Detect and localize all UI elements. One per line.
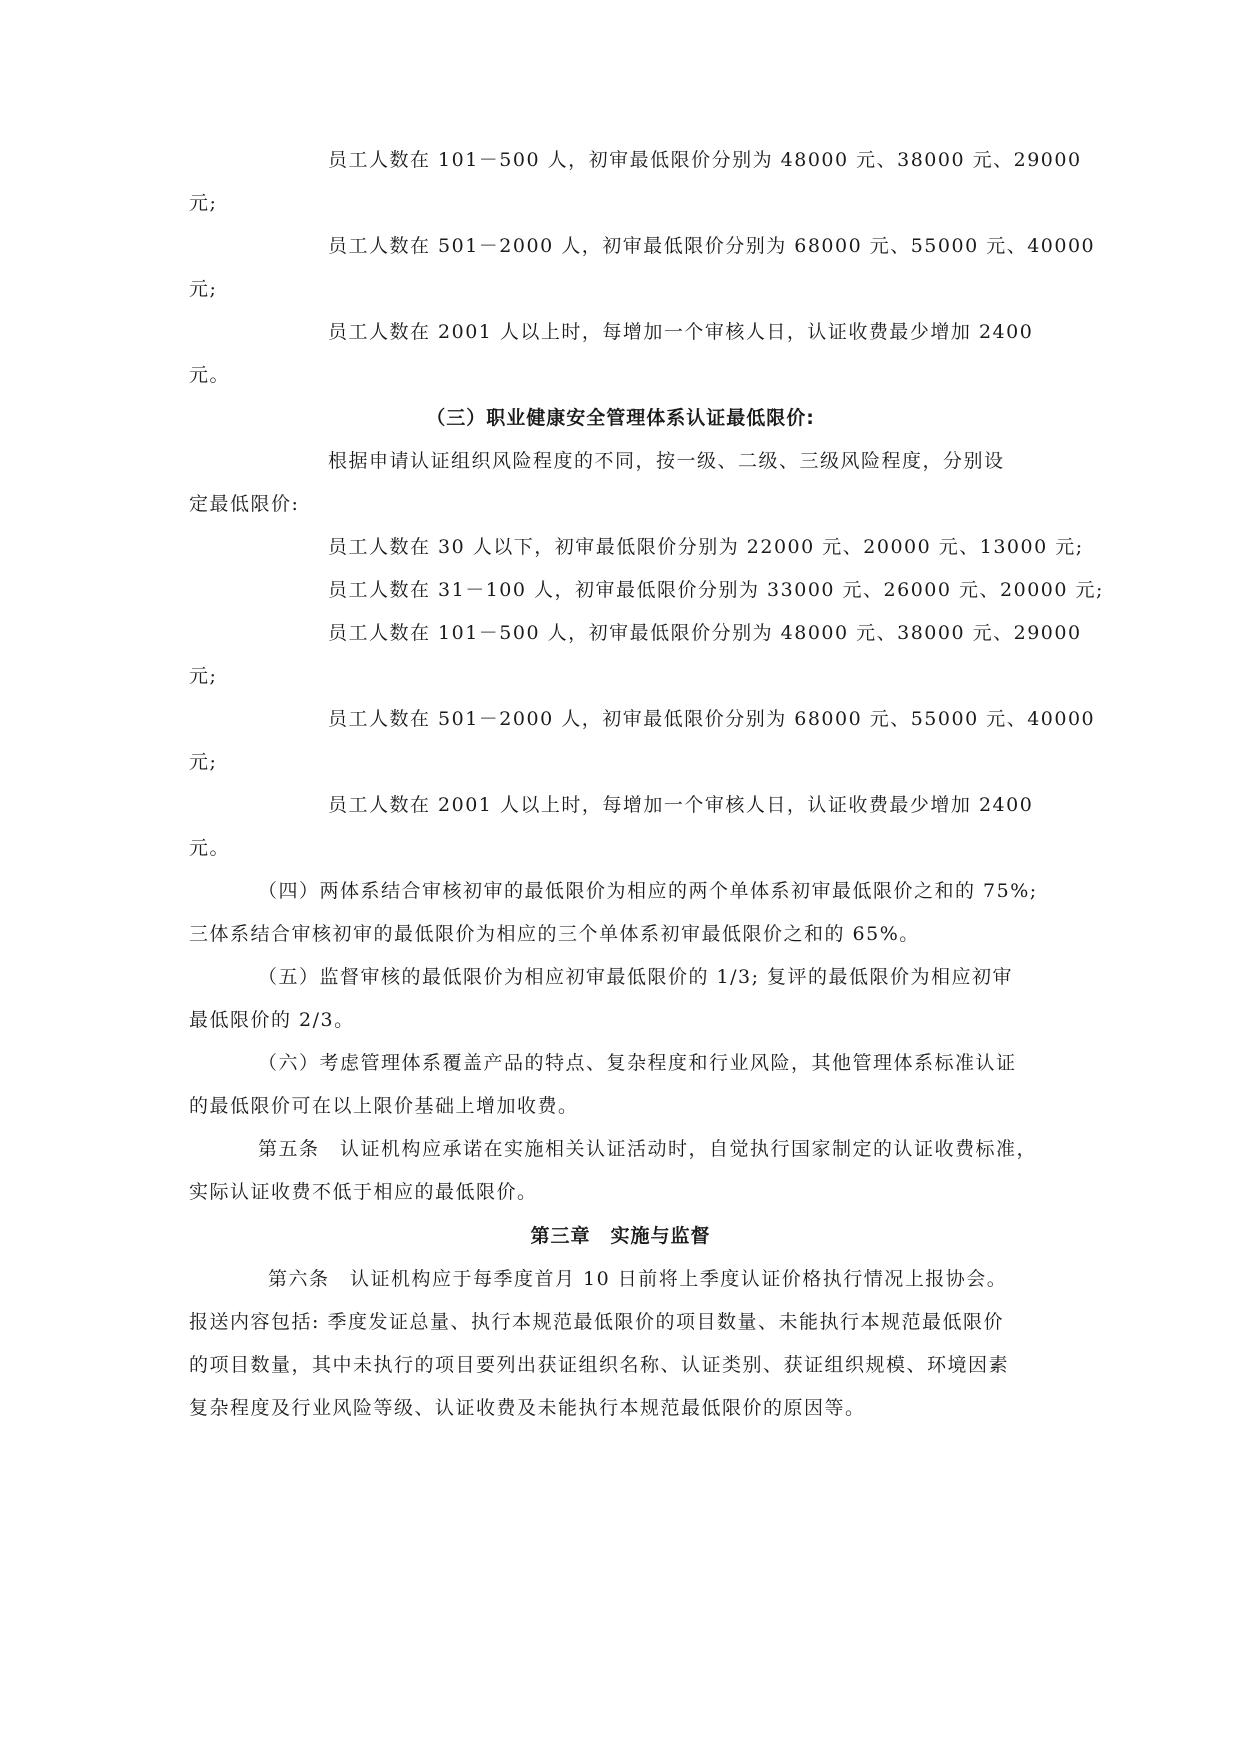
- paragraph-line: 的最低限价可在以上限价基础上增加收费。: [189, 1095, 579, 1117]
- paragraph-line: 元。: [189, 364, 231, 386]
- paragraph-line: （四）两体系结合审核初审的最低限价为相应的两个单体系初审最低限价之和的 75%;: [258, 880, 1038, 902]
- paragraph-line: 员工人数在 501－2000 人，初审最低限价分别为 68000 元、55000 元、40000: [328, 235, 1096, 257]
- paragraph-line: （六）考虑管理体系覆盖产品的特点、复杂程度和行业风险，其他管理体系标准认证: [258, 1052, 1017, 1074]
- paragraph-line: 三体系结合审核初审的最低限价为相应的三个单体系初审最低限价之和的 65%。: [189, 923, 920, 945]
- paragraph-line: 员工人数在 101－500 人，初审最低限价分别为 48000 元、38000 元、29000: [328, 622, 1082, 644]
- paragraph-line: 员工人数在 501－2000 人，初审最低限价分别为 68000 元、55000 元、40000: [328, 708, 1096, 730]
- paragraph-line: 报送内容包括: 季度发证总量、执行本规范最低限价的项目数量、未能执行本规范最低限价: [189, 1311, 1004, 1333]
- paragraph-line: 实际认证收费不低于相应的最低限价。: [189, 1181, 538, 1203]
- paragraph-line: 复杂程度及行业风险等级、认证收费及未能执行本规范最低限价的原因等。: [189, 1397, 866, 1419]
- paragraph-line: （五）监督审核的最低限价为相应初审最低限价的 1/3; 复评的最低限价为相应初审: [258, 966, 1014, 988]
- paragraph-line: 员工人数在 30 人以下，初审最低限价分别为 22000 元、20000 元、13000 元;: [328, 536, 1084, 558]
- paragraph-line: 元;: [189, 751, 218, 773]
- paragraph-line: 元。: [189, 837, 231, 859]
- paragraph-line: 根据申请认证组织风险程度的不同，按一级、二级、三级风险程度，分别设: [328, 450, 1005, 472]
- paragraph-line: 最低限价的 2/3。: [189, 1009, 355, 1031]
- paragraph-line: 员工人数在 101－500 人，初审最低限价分别为 48000 元、38000 元、29000: [328, 149, 1082, 171]
- paragraph-line: 元;: [189, 665, 218, 687]
- paragraph-line: 员工人数在 2001 人以上时，每增加一个审核人日，认证收费最少增加 2400: [328, 794, 1034, 816]
- paragraph-line: 元;: [189, 278, 218, 300]
- paragraph-line: 员工人数在 31－100 人，初审最低限价分别为 33000 元、26000 元、20000 元;: [328, 579, 1104, 601]
- paragraph-line: 第五条 认证机构应承诺在实施相关认证活动时，自觉执行国家制定的认证收费标准，: [258, 1138, 1038, 1160]
- section-heading: （三）职业健康安全管理体系认证最低限价:: [426, 407, 815, 429]
- paragraph-line: 员工人数在 2001 人以上时，每增加一个审核人日，认证收费最少增加 2400: [328, 321, 1034, 343]
- paragraph-line: 的项目数量，其中未执行的项目要列出获证组织名称、认证类别、获证组织规模、环境因素: [189, 1354, 1010, 1376]
- paragraph-line: 定最低限价:: [189, 493, 300, 515]
- chapter-title: 第三章 实施与监督: [530, 1225, 711, 1247]
- paragraph-line: 第六条 认证机构应于每季度首月 10 日前将上季度认证价格执行情况上报协会。: [268, 1268, 1008, 1290]
- paragraph-line: 元;: [189, 192, 218, 214]
